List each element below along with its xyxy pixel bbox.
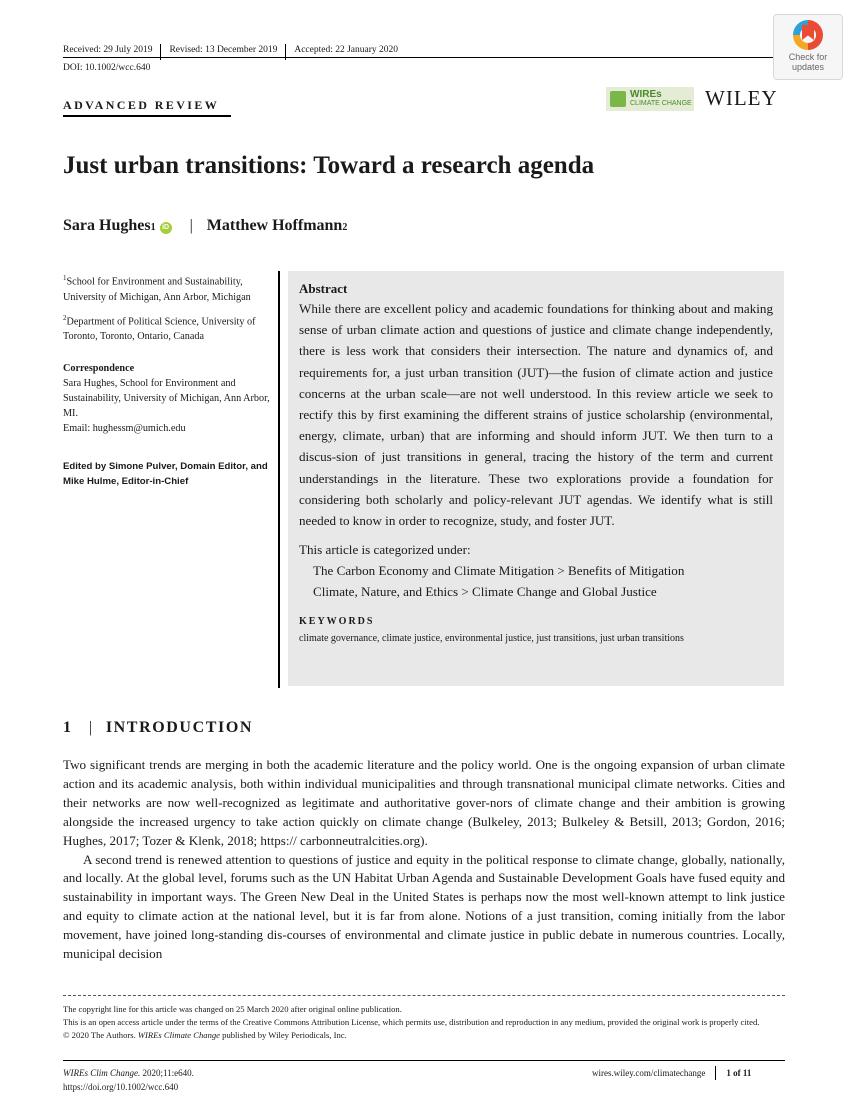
keywords-heading: KEYWORDS: [299, 616, 375, 628]
footer-separator: [715, 1066, 716, 1080]
body-text: [63, 756, 785, 964]
badge-label-line2: updates: [791, 62, 825, 72]
abstract-heading: Abstract: [299, 281, 348, 296]
check-for-updates-badge[interactable]: [773, 14, 843, 80]
wires-logo-icon: [610, 91, 626, 107]
author-affiliation-mark: 1: [150, 222, 156, 233]
edited-by: Edited by Simone Pulver, Domain Editor, and Mike Hulme, Editor-in-Chief: [63, 460, 268, 487]
categories: [299, 539, 773, 602]
correspondence-text: Sara Hughes, School for Environment and Sustainability, University of Michigan, Ann Arbor, MI.: [63, 377, 270, 420]
article-type-underline: [63, 115, 231, 117]
category-item[interactable]: The Carbon Economy and Climate Mitigation > Benefits of Mitigation: [313, 563, 685, 579]
license-note: This is an open access article under the terms of the Creative Commons Attribution License, which permits use, distribution and reproduction in any medium, provided the original work is properly cited.: [63, 1017, 760, 1027]
author-name: Sara Hughes: [63, 217, 151, 234]
citation-doi-link[interactable]: https://doi.org/10.1002/wcc.640: [63, 1082, 179, 1092]
copyright-line: © 2020 The Authors. WIREs Climate Change published by Wiley Periodicals, Inc.: [63, 1030, 347, 1040]
paragraph: Two significant trends are merging in both the academic literature and the policy world. One is the ongoing expansion of urban climate action and its academic analysis, both within individual municipalities and through transnational municipal climate networks. Cities and their networks are now well-recognized as legitimate and authoritative gover-nors of climate change and their ambition is growing alongside the increased urgency to take action quickly on climate change (Bulkeley, 2013; Bulkeley & Betsill, 2013; Gordon, 2016; Hughes, 2017; Tozer & Klenk, 2018; https:// carbonneutralcities.org).: [63, 757, 785, 848]
author-separator: |: [189, 217, 193, 234]
paragraph: A second trend is renewed attention to questions of justice and equity in the political response to climate change, globally, nationally, and locally. At the global level, forums such as the UN Habitat Urban Agenda and Sustainable Development Goals have fused equity and sustainability in important ways. The Green New Deal in the United States is perhaps now the most well-known attempt to link justice and equity to climate action at the national level, but it is far from alone. Notions of a just transition, coming initially from the labor movement, have joined long-standing dis-courses of environmental and climate justice in public debate in numerous countries. Locally, municipal decision: [63, 851, 785, 962]
affiliation-1: $^1$School for Environment and Sustainability, University of Michigan, Ann Arbor, Michigan: [63, 274, 251, 303]
journal-logo-name: WIREs: [630, 89, 662, 100]
received-date: Received: 29 July 2019: [63, 45, 153, 55]
copyright-change-note: The copyright line for this article was changed on 25 March 2020 after original online publication.: [63, 1004, 402, 1014]
doi: DOI: 10.1002/wcc.640: [63, 63, 151, 73]
article-dates: [63, 42, 398, 58]
footnote-rule: [63, 995, 785, 996]
journal-url[interactable]: wires.wiley.com/climatechange: [592, 1068, 706, 1078]
revised-date: Revised: 13 December 2019: [169, 45, 278, 55]
categories-heading: This article is categorized under:: [299, 542, 471, 558]
badge-label-line1: Check for: [788, 52, 828, 62]
section-separator: |: [89, 719, 94, 736]
publisher-logo[interactable]: WILEY: [705, 86, 778, 110]
citation: [63, 1066, 194, 1094]
author-name: Matthew Hoffmann: [206, 217, 343, 234]
accepted-date: Accepted: 22 January 2020: [294, 45, 399, 55]
keywords-list: climate governance, climate justice, environmental justice, just transitions, just urban transitions: [299, 633, 684, 645]
correspondence-email[interactable]: Email: hughessm@umich.edu: [63, 423, 186, 435]
section-title: INTRODUCTION: [105, 719, 254, 736]
page-number: 1 of 11: [726, 1068, 752, 1078]
correspondence-heading: Correspondence: [63, 362, 135, 374]
journal-logo-sub: CLIMATE CHANGE: [630, 100, 692, 107]
category-item[interactable]: Climate, Nature, and Ethics > Climate Change and Global Justice: [313, 584, 657, 600]
footer-rule: [63, 1060, 785, 1061]
section-heading: [63, 719, 253, 737]
header-rule: [63, 57, 785, 58]
footer-right: [592, 1066, 751, 1080]
abstract-box: [288, 271, 784, 686]
section-number: 1: [63, 719, 73, 736]
affiliations-column: [63, 271, 271, 495]
column-divider: [278, 271, 280, 688]
affiliation-2: $^2$Department of Political Science, University of Toronto, Toronto, Ontario, Canada: [63, 313, 256, 343]
article-title: Just urban transitions: Toward a research agenda: [63, 152, 595, 179]
author-list: [63, 217, 347, 235]
journal-logo[interactable]: [606, 87, 694, 111]
orcid-icon[interactable]: iD: [160, 222, 172, 234]
abstract-text: While there are excellent policy and academic foundations for thinking about and making sense of urban climate action and questions of justice and climate change independently, there is less work that considers their intersection. The nature and dynamics of, and requirements for, a just urban transition (JUT)—the fusion of climate action and justice concerns at the urban scale—are not well understood. In this review article we seek to rectify this by first examining the different strains of justice scholarship (environmental, energy, climate, urban) that are informing and should inform JUT. We then turn to a discus-sion of just transitions in general, tracing the history of the term and current understandings in the literature. These two explorations provide a foundation for considering both scholarly and policy-relevant JUT agendas. We identify what is still needed to know in order to recognize, study, and foster JUT.: [299, 301, 773, 529]
citation-journal: WIREs Clim Change.: [63, 1068, 141, 1078]
citation-volume: 2020;11:e640.: [142, 1068, 194, 1078]
footnotes: [63, 1003, 785, 1042]
author-affiliation-mark: 2: [342, 222, 348, 233]
article-type: ADVANCED REVIEW: [63, 98, 220, 112]
